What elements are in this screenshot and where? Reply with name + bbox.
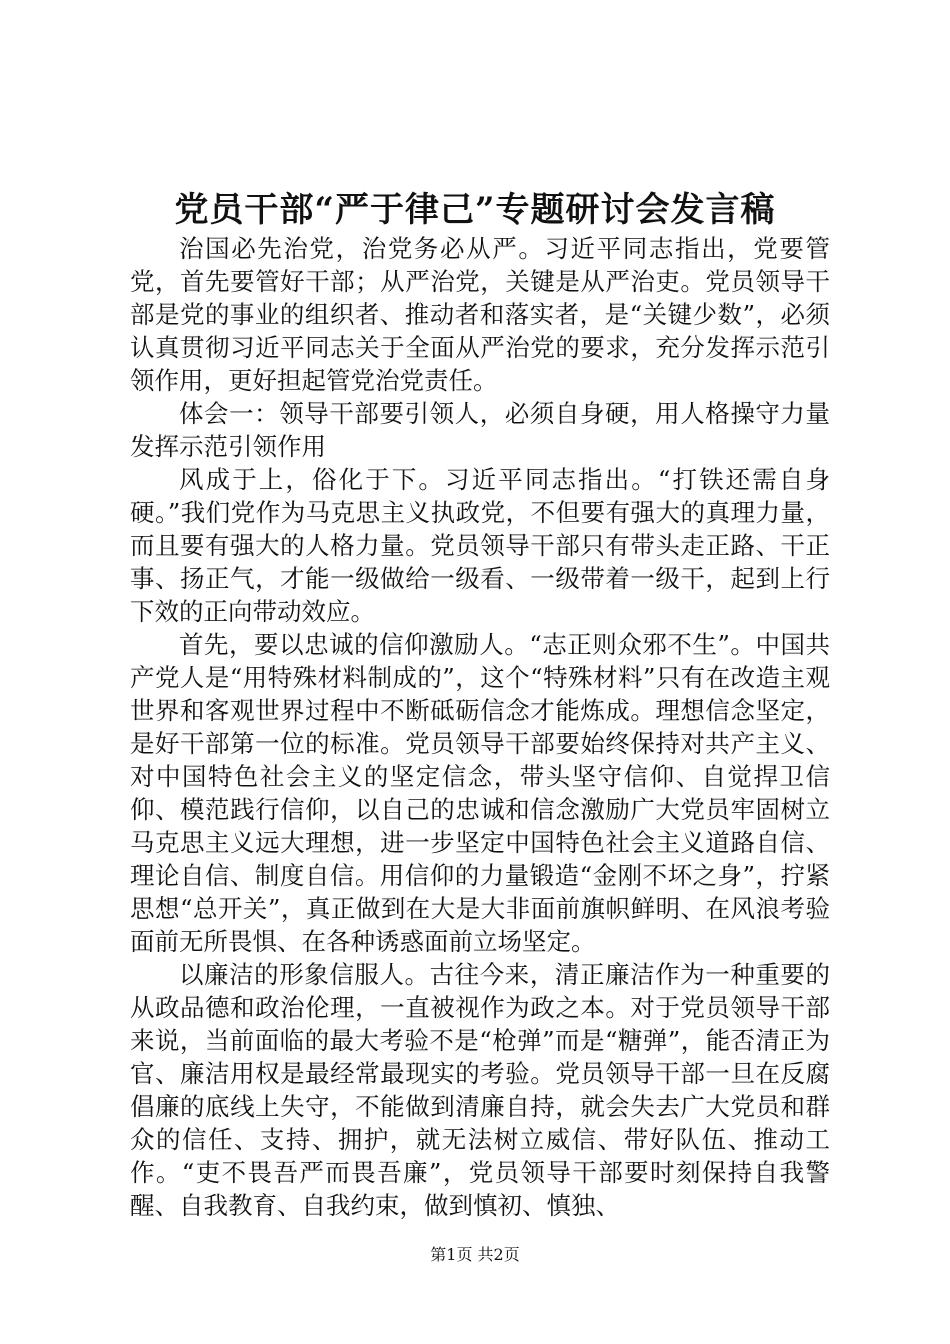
paragraph-body: 风成于上，俗化于下。习近平同志指出。“打铁还需自身硬。”我们党作为马克思主义执政党，不但要有强大的真理力量，而且要有强大的人格力量。党员领导干部只有带头走正路、干正事、扬正气，才能一级做给一级看、一级带着一级干，起到上行下效的正向带动效应。 bbox=[130, 465, 830, 626]
paragraph-body: 以廉洁的形象信服人。古往今来，清正廉洁作为一种重要的从政品德和政治伦理，一直被视作为政之本。对于党员领导干部来说，当前面临的最大考验不是“枪弹”而是“糖弹”，能否清正为官、廉洁用权是最经常最现实的考验。党员领导干部一旦在反腐倡廉的底线上失守，不能做到清廉自持，就会失去广大党员和群众的信任、支持、拥护，就无法树立威信、带好队伍、推动工作。“吏不畏吾严而畏吾廉”，党员领导干部要时刻保持自我警醒、自我教育、自我约束，做到慎初、慎独、 bbox=[130, 960, 830, 1220]
paragraph-body: 首先，要以忠诚的信仰激励人。“志正则众邪不生”。中国共产党人是“用特殊材料制成的”，这个“特殊材料”只有在改造主观世界和客观世界过程中不断砥砺信念才能炼成。理想信念坚定，是好干部第一位的标准。党员领导干部要始终保持对共产主义、对中国特色社会主义的坚定信念，带头坚守信仰、自觉捍卫信仰、模范践行信仰，以自己的忠诚和信念激励广大党员牢固树立马克思主义远大理想，进一步坚定中国特色社会主义道路自信、理论自信、制度自信。用信仰的力量锻造“金刚不坏之身”，拧紧思想“总开关”，真正做到在大是大非面前旗帜鲜明、在风浪考验面前无所畏惧、在各种诱惑面前立场坚定。 bbox=[130, 630, 830, 956]
paragraph-heading-insight-one: 体会一：领导干部要引领人，必须自身硬，用人格操守力量发挥示范引领作用 bbox=[130, 399, 830, 461]
paragraph-intro: 治国必先治党，治党务必从严。习近平同志指出，党要管党，首先要管好干部；从严治党，关键是从严治吏。党员领导干部是党的事业的组织者、推动者和落实者，是“关键少数”，必须认真贯彻习近平同志关于全面从严治党的要求，充分发挥示范引领作用，更好担起管党治党责任。 bbox=[130, 234, 830, 395]
page-footer: 第1页 共2页 bbox=[430, 1245, 520, 1264]
document-title: 党员干部“严于律己”专题研讨会发言稿 bbox=[174, 190, 776, 230]
document-body bbox=[130, 232, 830, 1222]
